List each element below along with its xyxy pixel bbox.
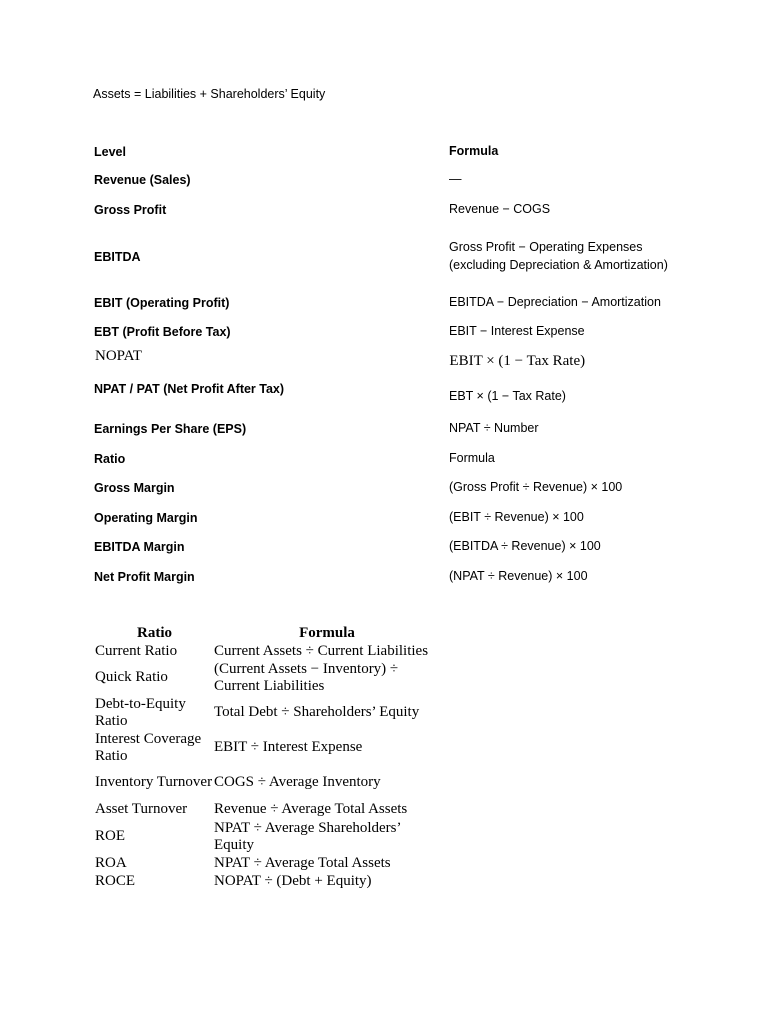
table-row: [94, 382, 694, 418]
ratios-table: [95, 624, 440, 890]
level-cell: NOPAT: [95, 348, 142, 364]
formula-cell: —: [449, 172, 462, 187]
formula-cell: (Gross Profit ÷ Revenue) × 100: [449, 480, 623, 495]
header-formula: Formula: [449, 143, 499, 158]
formula-cell: NPAT ÷ Average Total Assets: [214, 854, 391, 871]
header-level: Level: [94, 144, 126, 159]
table-header-row: [95, 624, 440, 642]
level-cell: Operating Margin: [94, 510, 198, 525]
formula-cell: (Current Assets − Inventory) ÷ Current Liabilities: [214, 661, 399, 694]
intro-equation: Assets = Liabilities + Shareholders’ Equity: [93, 87, 326, 101]
formula-cell: NPAT ÷ Number: [449, 421, 539, 436]
level-cell: Ratio: [94, 451, 126, 466]
table-row: [95, 695, 440, 730]
header-ratio: Ratio: [137, 624, 172, 641]
ratio-cell: Quick Ratio: [95, 669, 168, 686]
level-cell: Revenue (Sales): [94, 173, 191, 187]
table-row: [95, 765, 440, 800]
header-formula: Formula: [299, 624, 355, 641]
formula-cell: (EBIT ÷ Revenue) × 100: [449, 509, 584, 524]
ratio-cell: Inventory Turnover: [95, 774, 213, 791]
formula-cell: Revenue ÷ Average Total Assets: [214, 801, 408, 818]
ratio-cell: Debt-to-Equity Ratio: [95, 696, 186, 729]
formula-cell: EBIT × (1 − Tax Rate): [449, 353, 586, 369]
formula-cell: EBITDA − Depreciation − Amortization: [449, 295, 661, 310]
level-cell: NPAT / PAT (Net Profit After Tax): [94, 382, 285, 396]
table-row: [94, 165, 694, 195]
table-row: [95, 854, 440, 872]
formula-cell: NPAT ÷ Average Shareholders’ Equity: [214, 820, 401, 853]
level-cell: EBITDA Margin: [94, 540, 185, 554]
formula-cell: EBT × (1 − Tax Rate): [449, 389, 566, 403]
level-cell: Gross Profit: [94, 203, 167, 217]
ratio-cell: ROCE: [95, 872, 136, 889]
formula-cell: NOPAT ÷ (Debt + Equity): [214, 872, 372, 889]
level-cell: Net Profit Margin: [94, 569, 195, 584]
level-cell: Gross Margin: [94, 481, 175, 495]
table-row: [94, 225, 694, 288]
table-row: [94, 477, 694, 499]
formula-cell: COGS ÷ Average Inventory: [214, 774, 381, 791]
table-row: [95, 800, 440, 819]
table-row: [94, 558, 694, 595]
formula-cell: Gross Profit − Operating Expenses (excluding Depreciation & Amortization): [449, 240, 668, 272]
table-row: [95, 642, 440, 660]
level-cell: EBITDA: [94, 249, 141, 264]
table-row: [95, 819, 440, 854]
formula-cell: Revenue − COGS: [449, 202, 551, 217]
level-cell: Earnings Per Share (EPS): [94, 422, 247, 436]
table-header-row: [94, 138, 694, 165]
table-row: [94, 346, 694, 382]
table-row: [94, 440, 694, 477]
table-row: [94, 318, 694, 346]
table-row: [95, 872, 440, 890]
ratio-cell: ROE: [95, 828, 125, 845]
ratio-cell: ROA: [95, 854, 127, 871]
formula-cell: Formula: [449, 450, 495, 465]
formula-cell: EBIT ÷ Interest Expense: [214, 739, 363, 756]
level-cell: EBT (Profit Before Tax): [94, 325, 231, 339]
table-row: [94, 536, 694, 558]
table-row: [94, 418, 694, 440]
table-row: [95, 730, 440, 765]
table-row: [95, 660, 440, 695]
formula-cell: (EBITDA ÷ Revenue) × 100: [449, 539, 601, 554]
formula-cell: Total Debt ÷ Shareholders’ Equity: [214, 704, 420, 721]
ratio-cell: Current Ratio: [95, 642, 178, 659]
formula-cell: (NPAT ÷ Revenue) × 100: [449, 568, 588, 583]
table-row: [94, 288, 694, 318]
table-row: [94, 499, 694, 536]
formula-cell: EBIT − Interest Expense: [449, 324, 585, 339]
ratio-cell: Asset Turnover: [95, 801, 188, 818]
financial-levels-table: [94, 138, 694, 595]
ratio-cell: Interest Coverage Ratio: [95, 731, 202, 764]
level-cell: EBIT (Operating Profit): [94, 296, 230, 310]
formula-cell: Current Assets ÷ Current Liabilities: [214, 642, 429, 659]
table-row: [94, 195, 694, 225]
